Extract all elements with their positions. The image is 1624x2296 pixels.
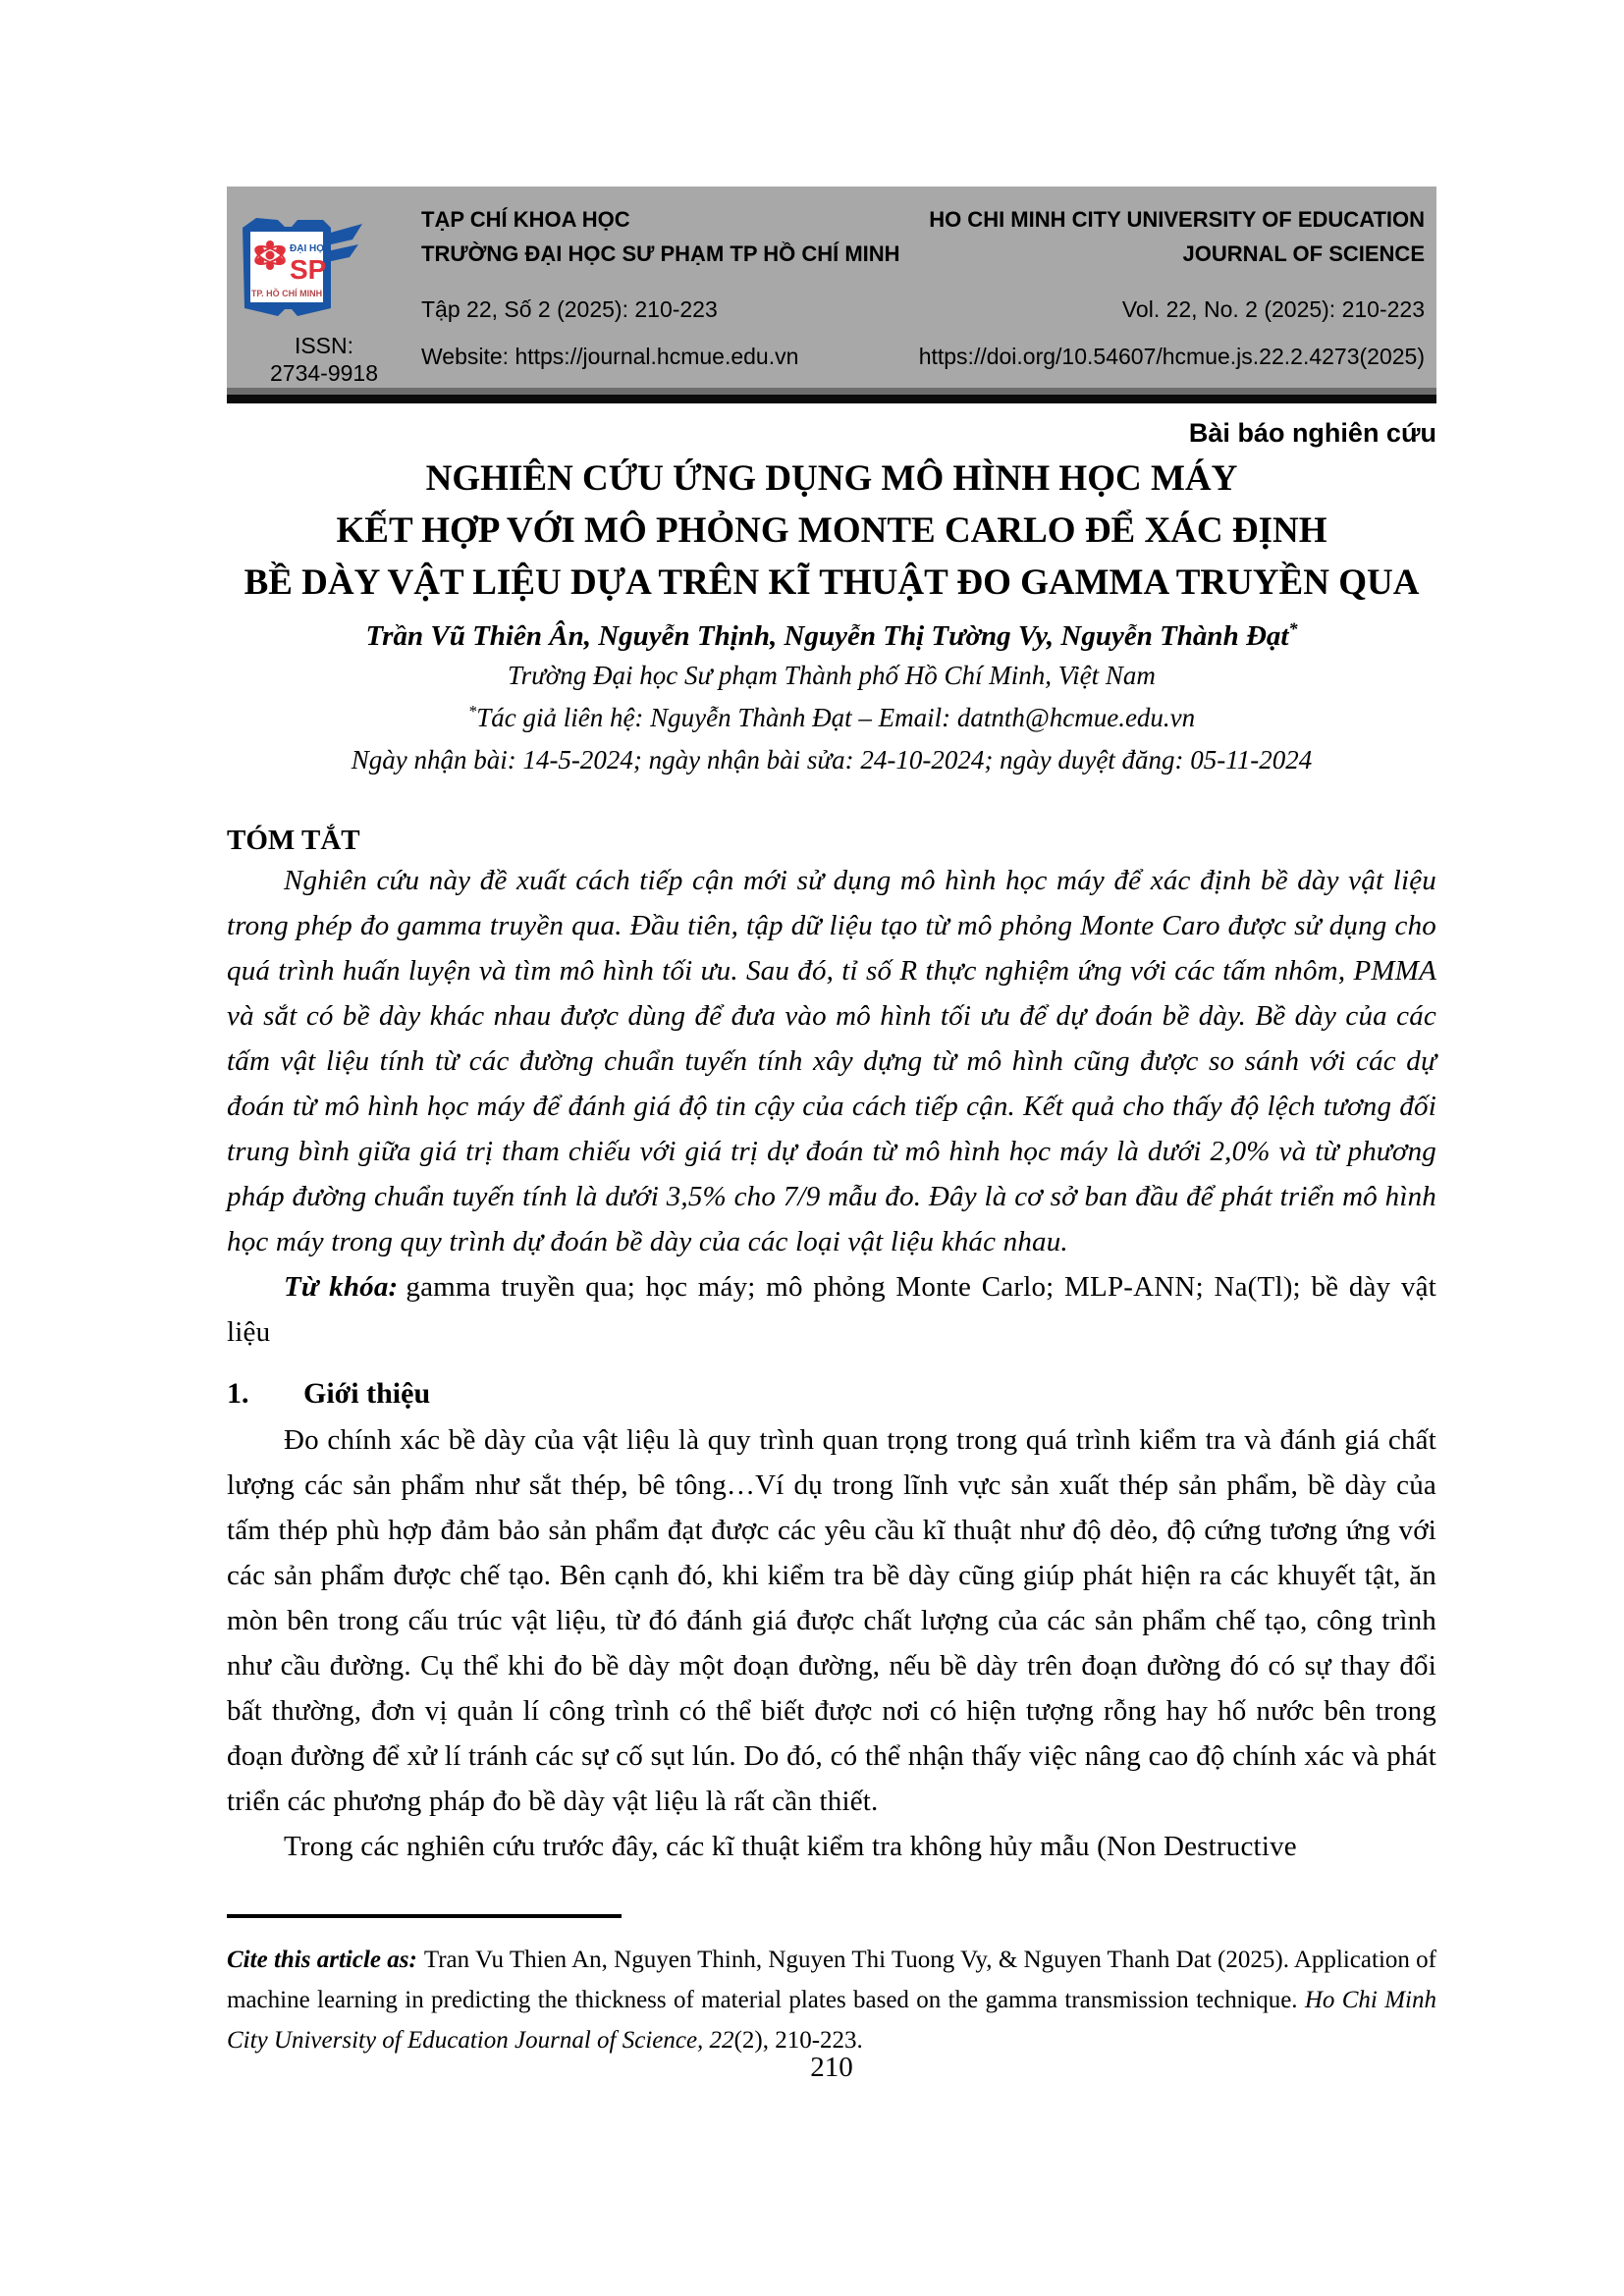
header-vietnamese-column [421,202,900,369]
footnote-separator-rule [227,1914,622,1918]
issn-label: ISSN: [294,333,354,358]
abstract-heading: TÓM TẮT [227,825,360,856]
university-logo-graphic [233,208,366,326]
journal-name-vi-line1: TẠP CHÍ KHOA HỌC [421,207,630,232]
citation-block [227,1940,1436,2060]
cite-authors-text: Tran Vu Thien An, Nguyen Thinh, Nguyen Thi Tuong Vy, & Nguyen Thanh Dat (2025). Application of machine learning in predicting the thickness of material plates based on the gamma transmission technique. [227,1947,1436,2013]
page-number: 210 [810,2052,853,2083]
keywords-label: Từ khóa: [284,1271,399,1303]
header-english-column [918,202,1425,369]
article-type-label: Bài báo nghiên cứu [1188,418,1436,448]
article-title [227,453,1436,609]
article-title-line2: KẾT HỢP VỚI MÔ PHỎNG MONTE CARLO ĐỂ XÁC ĐỊNH [336,510,1327,551]
section-1-paragraph-2: Trong các nghiên cứu trước đây, các kĩ thuật kiểm tra không hủy mẫu (Non Destructive [284,1831,1297,1862]
section-1-heading [227,1374,1436,1414]
header-divider-dark [227,388,1436,395]
journal-name-vi-line2: TRƯỜNG ĐẠI HỌC SƯ PHẠM TP HỒ CHÍ MINH [421,241,900,266]
corresponding-author-asterisk: * [1288,618,1298,639]
logo-text-dai-hoc: ĐẠI HỌC [290,243,332,254]
issue-info-vi: Tập 22, Số 2 (2025): 210-223 [421,296,718,322]
article-doi: https://doi.org/10.54607/hcmue.js.22.2.4273(2025) [918,344,1425,369]
footnote-area [227,1914,1436,2060]
cite-journal-name: Ho Chi Minh City University of Education Journal of Science, 22 [227,1987,1436,2054]
journal-website: Website: https://journal.hcmue.edu.vn [421,344,799,369]
journal-name-en-line2: JOURNAL OF SCIENCE [1182,241,1425,266]
section-1-paragraph-1: Đo chính xác bề dày của vật liệu là quy trình quan trọng trong quá trình kiểm tra và đánh giá chất lượng các sản phẩm như sắt thép, bê tông…Ví dụ trong lĩnh vực sản xuất thép sản phẩm, bề dày của tấm thép phù hợp đảm bảo sản phẩm đạt được các yêu cầu kĩ thuật như độ dẻo, độ cứng tương ứng với các sản phẩm được chế tạo. Bên cạnh đó, khi kiểm tra bề dày cũng giúp phát hiện ra các khuyết tật, ăn mòn bên trong cấu trúc vật liệu, từ đó đánh giá được chất lượng của các sản phẩm chế tạo, công trình như cầu đường. Cụ thể khi đo bề dày một đoạn đường, nếu bề dày trên đoạn đường đó có sự thay đổi bất thường, đơn vị quản lí công trình có thể biết được nơi có hiện tượng rỗng hay hố nước bên trong đoạn đường để xử lí tránh các sự cố sụt lún. Do đó, có thể nhận thấy việc nâng cao độ chính xác và phát triển các phương pháp đo bề dày vật liệu là rất cần thiết. [227,1424,1436,1817]
abstract-text: Nghiên cứu này đề xuất cách tiếp cận mới sử dụng mô hình học máy để xác định bề dày vật liệu trong phép đo gamma truyền qua. Đầu tiên, tập dữ liệu tạo từ mô phỏng Monte Caro được sử dụng cho quá trình huấn luyện và tìm mô hình tối ưu. Sau đó, tỉ số R thực nghiệm ứng với các tấm nhôm, PMMA và sắt có bề dày khác nhau được dùng để đưa vào mô hình tối ưu để dự đoán bề dày. Bề dày của các tấm vật liệu tính từ các đường chuẩn tuyến tính xây dựng từ mô hình cũng được so sánh với các dự đoán từ mô hình học máy để đánh giá độ tin cậy của cách tiếp cận. Kết quả cho thấy độ lệch tương đối trung bình giữa giá trị tham chiếu với giá trị dự đoán từ mô hình học máy là dưới 2,0% và từ phương pháp đường chuẩn tuyến tính là dưới 3,5% cho 7/9 mẫu đo. Đây là cơ sở ban đầu để phát triển mô hình học máy trong quy trình dự đoán bề dày của các loại vật liệu khác nhau. [227,865,1436,1257]
cite-label: Cite this article as: [227,1947,417,1973]
author-list [227,617,1436,655]
corresponding-asterisk: * [467,702,477,721]
journal-name-en-line1: HO CHI MINH CITY UNIVERSITY OF EDUCATION [929,207,1425,232]
submission-dates: Ngày nhận bài: 14-5-2024; ngày nhận bài sửa: 24-10-2024; ngày duyệt đăng: 05-11-2024 [351,745,1313,774]
affiliation: Trường Đại học Sư phạm Thành phố Hồ Chí Minh, Việt Nam [508,661,1156,690]
section-1-number: 1. [227,1377,249,1410]
section-1-title: Giới thiệu [303,1377,431,1410]
article-title-line3: BỀ DÀY VẬT LIỆU DỰA TRÊN KĨ THUẬT ĐO GAMMA TRUYỀN QUA [244,562,1420,603]
keywords-text: gamma truyền qua; học máy; mô phỏng Monte Carlo; MLP-ANN; Na(Tl); bề dày vật liệu [227,1271,1436,1348]
article-title-line1: NGHIÊN CỨU ỨNG DỤNG MÔ HÌNH HỌC MÁY [425,458,1238,499]
logo-text-city: TP. HỒ CHÍ MINH [250,289,323,298]
author-names: Trần Vũ Thiên Ân, Nguyễn Thịnh, Nguyễn Thị Tường Vy, Nguyễn Thành Đạt [365,620,1289,652]
keywords-line [227,1264,1436,1355]
cite-issue-pages: (2), 210-223. [733,2027,863,2054]
corresponding-author-line [227,697,1436,739]
logo-text-sp: SP [290,254,327,285]
university-logo [233,208,366,326]
issn-value: 2734-9918 [270,360,378,386]
header-divider-black [227,395,1436,403]
journal-header-band [227,187,1436,388]
corresponding-text: Tác giả liên hệ: Nguyễn Thành Đạt – Email: datnth@hcmue.edu.vn [476,703,1196,732]
issn-block [227,332,421,387]
issue-info-en: Vol. 22, No. 2 (2025): 210-223 [1121,296,1425,322]
